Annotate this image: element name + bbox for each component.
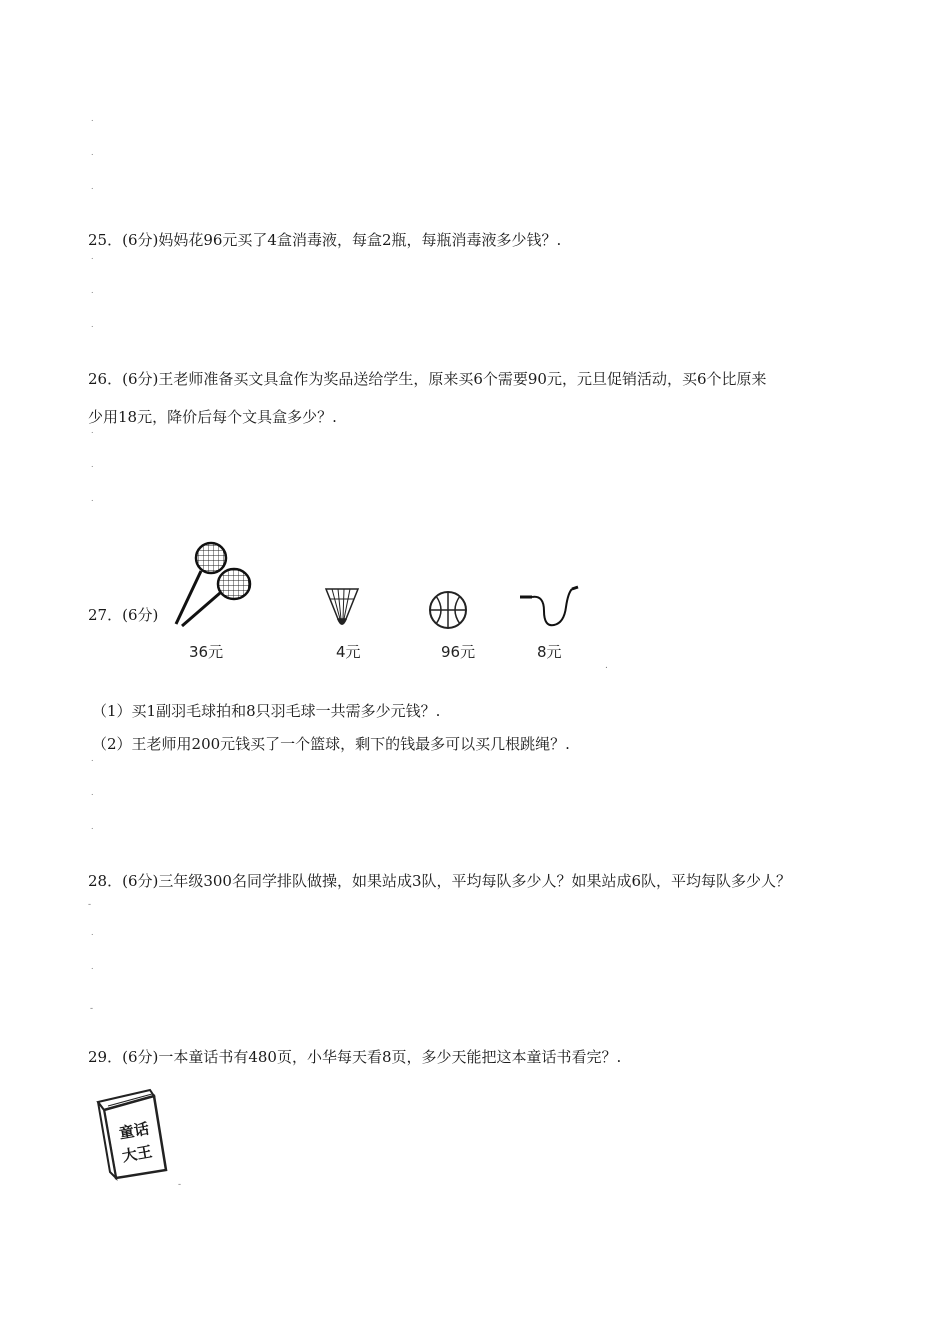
racket-price: 36元 [189,643,224,661]
question-26-line2: 少用18元，降价后每个文具盒多少？. [88,408,337,426]
paragraph-mark: ˙ [90,500,95,510]
paragraph-mark: ˙ [90,432,95,442]
book-title-line1: 童话 [117,1119,151,1143]
question-28: 28．(6分)三年级300名同学排队做操，如果站成3队，平均每队多少人？如果站成6队，平均每队多少人？ [88,872,792,890]
paragraph-mark: - [88,900,92,910]
paragraph-mark: ˙ [90,120,95,130]
question-25: 25．(6分)妈妈花96元买了4盒消毒液，每盒2瓶，每瓶消毒液多少钱？. [88,231,562,249]
paragraph-mark: ˙ [90,934,95,944]
paragraph-mark: ˙ [90,760,95,770]
paragraph-mark: - [90,1004,94,1014]
rope-price: 8元 [537,643,562,661]
jump-rope-icon [518,583,582,633]
shuttlecock-icon [322,585,362,631]
paragraph-mark: ˙ [90,968,95,978]
badminton-rackets-icon [168,540,258,630]
basketball-price: 96元 [441,643,476,661]
question-26-line1: 26．(6分)王老师准备买文具盒作为奖品送给学生，原来买6个需要90元，元旦促销活动，买6个比原来 [88,370,767,388]
question-27-sub1: （1）买1副羽毛球拍和8只羽毛球一共需多少元钱？. [92,702,441,720]
paragraph-mark: ˙ [90,188,95,198]
question-29: 29．(6分)一本童话书有480页，小华每天看8页，多少天能把这本童话书看完？. [88,1048,622,1066]
paragraph-mark: - [178,1180,182,1190]
paragraph-mark: . [605,661,608,671]
paragraph-mark: ˙ [90,828,95,838]
question-27-label: 27．(6分) [88,606,159,624]
shuttlecock-price: 4元 [336,643,361,661]
paragraph-mark: ˙ [90,154,95,164]
paragraph-mark: ˙ [90,326,95,336]
paragraph-mark: ˙ [90,258,95,268]
book-title-line2: 大王 [120,1142,154,1166]
question-27-sub2: （2）王老师用200元钱买了一个篮球，剩下的钱最多可以买几根跳绳？. [92,735,570,753]
paragraph-mark: ˙ [90,292,95,302]
fairy-tale-book-icon [94,1088,184,1182]
paragraph-mark: ˙ [90,466,95,476]
paragraph-mark: ˙ [90,794,95,804]
basketball-icon [428,590,468,630]
